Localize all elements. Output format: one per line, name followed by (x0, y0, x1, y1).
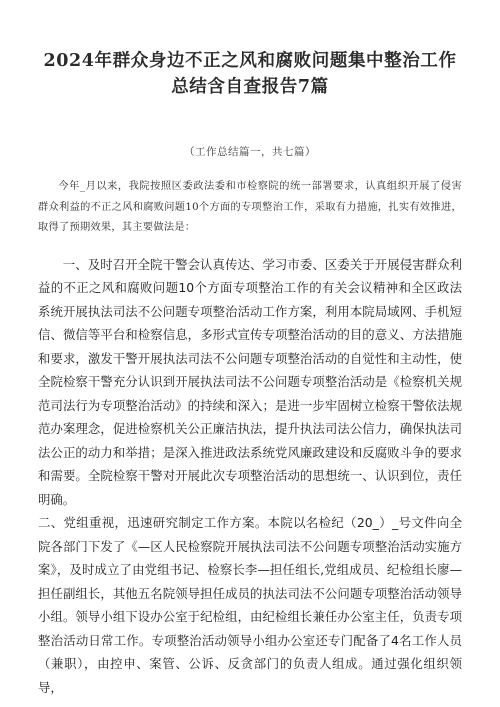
body-paragraph-1: 一、及时召开全院干警会认真传达、学习市委、区委关于开展侵害群众利益的不正之风和腐败问题10个方面专项整治工作的有关会议精神和全区政法系统开展执法司法不公问题专项整治活动工作方案，利用本院局域网、手机短信、微信等平台和检察信息，多形式宣传专项整治活动的目的意义、方法措施和要求，激发干警开展执法司法不公问题专项整治活动的自觉性和主动性，使全院检察干警充分认识到开展执法司法不公问题专项整治活动是《检察机关规范司法行为专项整治活动》的持续和深入；是进一步牢固树立检察干警依法规范办案理念，促进检察机关公正廉洁执法，提升执法司法公信力，确保执法司法公正的动力和举措；是深入推进政法系统党风廉政建设和反腐败斗争的要求和需要。全院检察干警对开展此次专项整治活动的思想统一、认识到位，责任明确。 (38, 256, 462, 507)
document-subtitle: （工作总结篇一，共七篇） (184, 146, 316, 158)
body-paragraph-2: 二、党组重视，迅速研究制定工作方案。本院以名检纪（20_）_号文件向全院各部门下发了《—区人民检察院开展执法司法不公问题专项整治活动实施方案》，及时成立了由党组书记、检察长李—担任组长,党组成员、纪检组长廖—担任副组长，其他五名院领导担任成员的执法司法不公问题专项整治活动领导小组。领导小组下设办公室于纪检组，由纪检组长兼任办公室主任，负责专项整治活动日常工作。专项整治活动领导小组办公室还专门配备了4名工作人员（兼职），由控申、案管、公诉、反贪部门的负责人组成。通过强化组织领导， (38, 515, 462, 695)
document-title (38, 0, 462, 100)
body-content (38, 253, 462, 700)
title-line-1: 2024年群众身边不正之风和腐败问题集中整治工作 (43, 51, 457, 71)
intro-paragraph: 今年_月以来，我院按照区委政法委和市检察院的统一部署要求，认真组织开展了侵害群众利益的不正之风和腐败问题10个方面的专项整治工作，采取有力措施，扎实有效推进，取得了预期效果，其主要做法是： (38, 181, 462, 233)
title-line-2: 总结含自查报告7篇 (171, 77, 329, 97)
